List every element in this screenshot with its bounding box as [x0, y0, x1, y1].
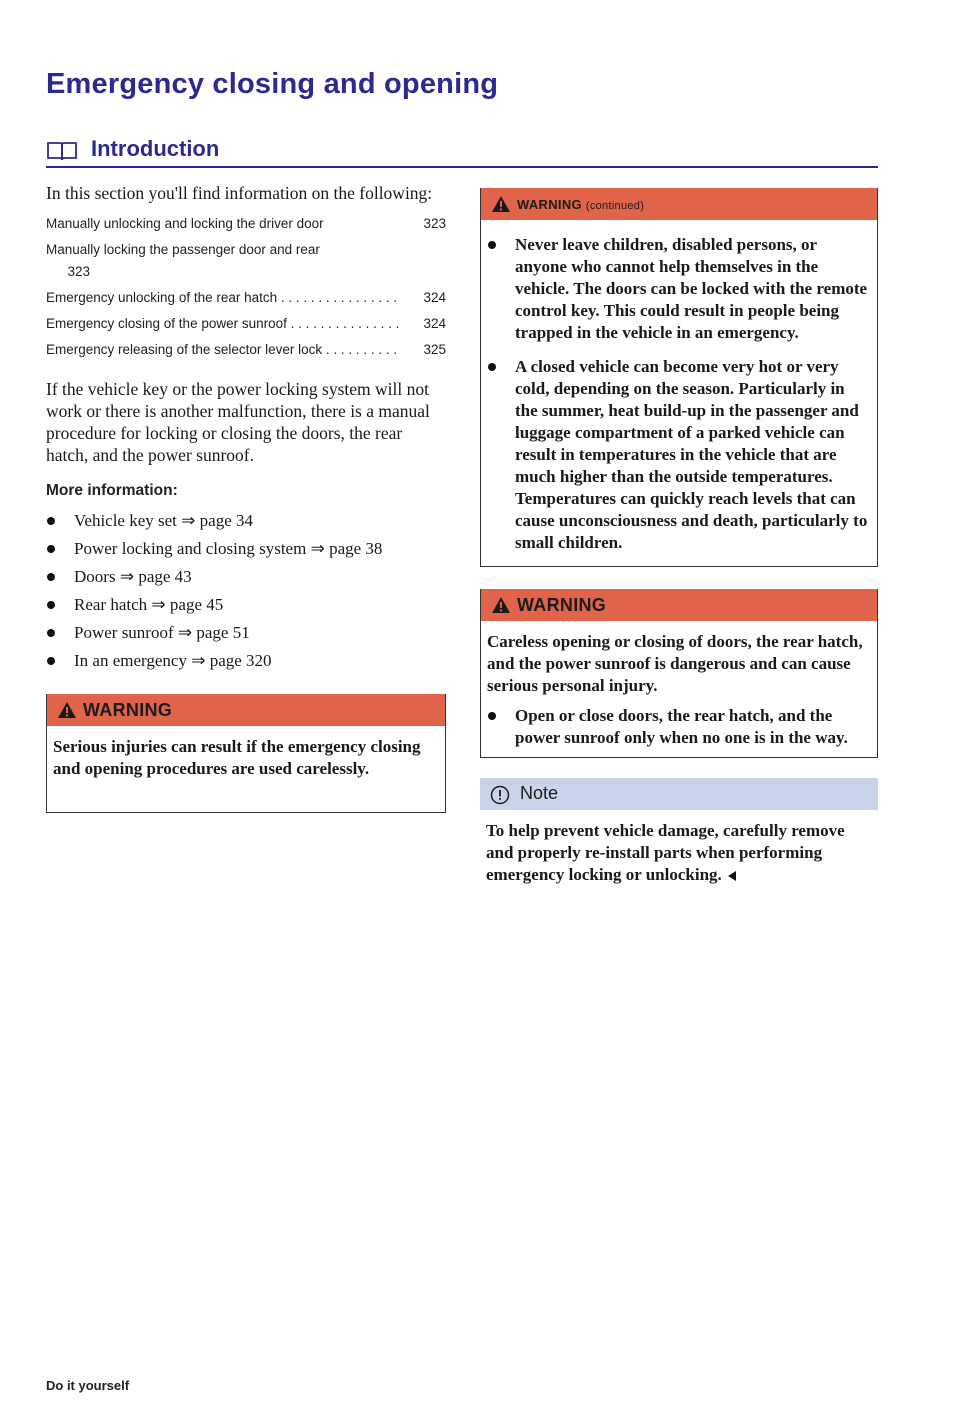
warning-triangle-icon — [491, 596, 511, 614]
toc-item-label: Emergency releasing of the selector lever lock . . . — [46, 342, 402, 358]
toc-item-page: 324 — [423, 290, 446, 305]
toc-item-label: Emergency unlocking of the rear hatch . . . — [46, 290, 402, 306]
list-item-label: Rear hatch — [74, 595, 148, 614]
warning-title: WARNING — [517, 595, 607, 615]
warning-title: WARNING — [83, 700, 173, 720]
warning-box — [46, 694, 446, 813]
more-info-list — [46, 510, 446, 672]
warning-header — [481, 589, 877, 621]
arrow-icon: ⇒ — [191, 651, 206, 670]
warning-box — [480, 589, 878, 758]
list-item-label: Vehicle key set — [74, 511, 177, 530]
warning-title-text: WARNING — [517, 197, 582, 212]
left-column — [46, 182, 446, 833]
warning-continued-suffix: (continued) — [585, 200, 645, 212]
warning-bullet: Open or close doors, the rear hatch, and the power sunroof only when no one is in the way. — [487, 705, 871, 749]
note-header — [480, 778, 878, 810]
list-item[interactable] — [46, 510, 446, 532]
info-circle-icon — [490, 785, 510, 805]
page-ref[interactable]: page 320 — [209, 651, 272, 670]
toc-item-page: 324 — [423, 316, 446, 331]
page-ref[interactable]: page 43 — [138, 567, 192, 586]
toc-item[interactable] — [46, 342, 446, 358]
list-item[interactable] — [46, 594, 446, 616]
intro-text: In this section you'll find information on the following: — [46, 183, 433, 203]
warning-bullet: Never leave children, disabled persons, or anyone who cannot help themselves in the vehicle. The doors can be locked with the remote control key. This could result in people being trapped in the vehicle in an emergency. — [487, 234, 871, 344]
warning-body — [481, 220, 877, 566]
toc-item[interactable] — [46, 216, 446, 232]
warning-triangle-icon — [57, 701, 77, 719]
section-title: Introduction — [91, 136, 220, 161]
toc-item-page: 325 — [423, 342, 446, 357]
toc-item-label: Manually locking the passenger door and rear — [46, 242, 320, 257]
section-header — [46, 136, 878, 168]
toc-item-page: 323 — [67, 264, 90, 279]
toc-item[interactable] — [46, 290, 446, 306]
right-column — [480, 188, 878, 886]
warning-body — [47, 726, 445, 812]
warning-bullets — [487, 234, 871, 554]
list-item-label: Power locking and closing system — [74, 539, 307, 558]
warning-triangle-icon — [491, 195, 511, 213]
warning-body — [481, 621, 877, 757]
warning-bullet: A closed vehicle can become very hot or very cold, depending on the season. Particularly in the summer, heat build-up in the passenger and luggage compartment of a parked vehicle can result in temperatures in the vehicle that are much higher than the outside temperatures. Temperatures can quickly reach levels that can cause unconsciousness and death, particularly to small children. — [487, 356, 871, 554]
toc-item[interactable] — [46, 242, 446, 280]
end-of-section-icon — [728, 871, 736, 881]
list-item-label: Power sunroof — [74, 623, 174, 642]
warning-text: Careless opening or closing of doors, the rear hatch, and the power sunroof is dangerous and can cause serious personal injury. — [487, 632, 863, 695]
page-ref[interactable]: page 38 — [329, 539, 383, 558]
note-text-content: To help prevent vehicle damage, carefully remove and properly re-install parts when performing emergency locking or unlocking. — [486, 821, 845, 884]
arrow-icon: ⇒ — [119, 567, 135, 586]
list-item[interactable] — [46, 566, 446, 588]
body-paragraph: If the vehicle key or the power locking system will not work or there is another malfunction, there is a manual procedure for locking or closing the doors, the rear hatch, and the power sunroof. — [46, 379, 430, 465]
list-item[interactable] — [46, 538, 446, 560]
page-ref[interactable]: page 34 — [199, 511, 253, 530]
list-item-label: In an emergency — [74, 651, 187, 670]
note-text — [480, 820, 878, 886]
warning-header — [47, 694, 445, 726]
warning-title — [517, 197, 644, 212]
warning-header — [481, 188, 877, 220]
page-ref[interactable]: page 45 — [169, 595, 224, 614]
page-ref[interactable]: page 51 — [196, 623, 250, 642]
warning-bullets — [487, 705, 871, 749]
list-item-label: Doors — [74, 567, 116, 586]
toc-item-label: Emergency closing of the power sunroof . . . — [46, 316, 402, 332]
note-box — [480, 778, 878, 886]
list-item[interactable] — [46, 650, 446, 672]
warning-continued-box — [480, 188, 878, 567]
arrow-icon: ⇒ — [151, 595, 166, 614]
warning-text: Serious injuries can result if the emergency closing and opening procedures are used carelessly. — [53, 737, 421, 778]
toc-item-page: 323 — [423, 216, 446, 231]
toc-item[interactable] — [46, 316, 446, 332]
chapter-title: Emergency closing and opening — [46, 68, 499, 100]
toc-item-label: Manually unlocking and locking the driver door — [46, 216, 324, 231]
book-icon — [46, 140, 78, 162]
arrow-icon: ⇒ — [310, 539, 325, 558]
toc-list — [46, 216, 446, 358]
footer-label: Do it yourself — [46, 1378, 130, 1393]
list-item[interactable] — [46, 622, 446, 644]
note-title: Note — [520, 783, 559, 803]
arrow-icon: ⇒ — [177, 623, 193, 642]
arrow-icon: ⇒ — [181, 511, 196, 530]
more-info-heading: More information: — [46, 482, 178, 499]
